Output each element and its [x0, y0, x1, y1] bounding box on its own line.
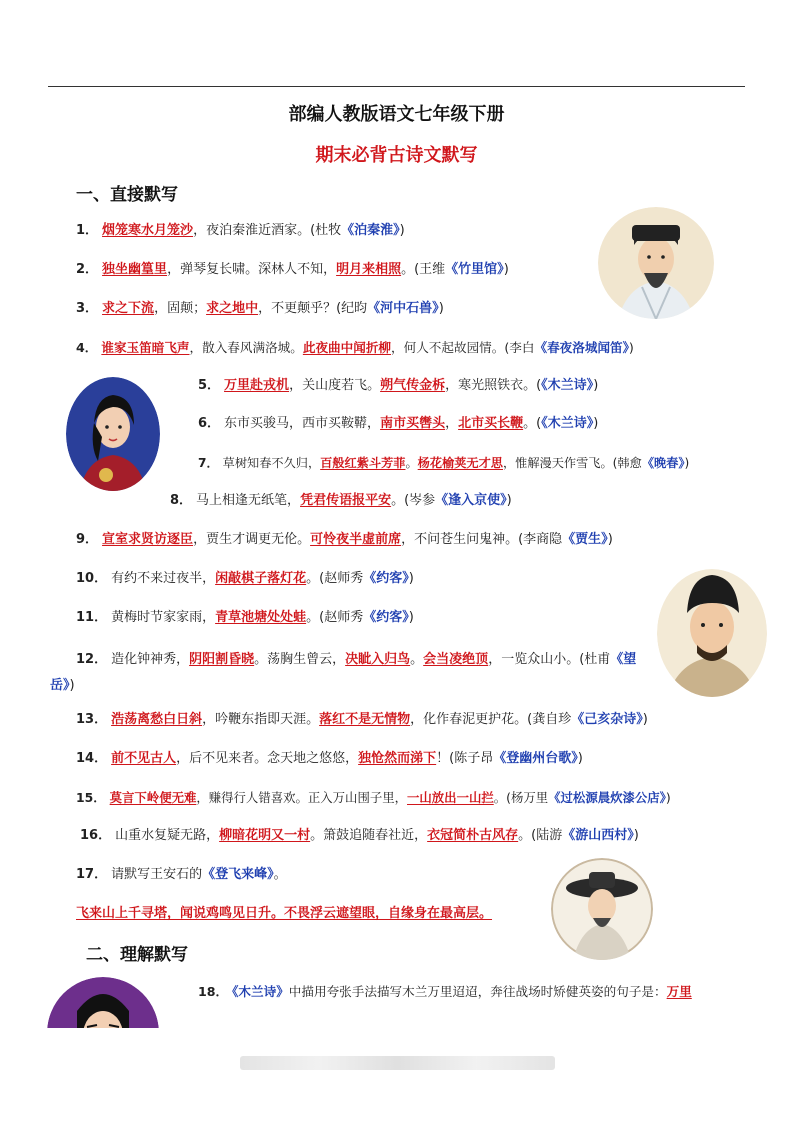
item-14: 14． 前不见古人，后不见来者。念天地之悠悠，独怆然而涕下！(陈子昂《登幽州台歌》): [76, 751, 583, 766]
source-title: 《泊秦淮》: [341, 223, 400, 238]
answer: 独坐幽篁里: [102, 262, 168, 277]
source-title: 《游山西村》: [562, 828, 634, 843]
item-16: 16． 山重水复疑无路，柳暗花明又一村。箫鼓追随春社近，衣冠简朴古风存。(陆游《游山西村》): [80, 828, 639, 843]
source-title: 《木兰诗》: [232, 984, 289, 999]
answer: 此夜曲中闻折柳: [302, 340, 392, 355]
blurred-footer: [240, 1056, 555, 1070]
item-12: 12． 造化钟神秀，阴阳割昏晓。荡胸生曾云，决眦入归鸟。会当凌绝顶，一览众山小。(杜甫《望岳》): [50, 652, 637, 693]
answer: 凭君传语报平安: [300, 493, 392, 508]
answer: 青草池塘处处蛙: [215, 610, 307, 625]
answer: 烟笼寒水月笼沙: [102, 223, 194, 238]
answer: 南市买辔头: [380, 416, 446, 431]
item-17-answer: [76, 904, 492, 924]
answer: 宣室求贤访逐臣: [102, 532, 194, 547]
answer: 求之地中: [206, 301, 259, 316]
section-direct-recitation: 一、直接默写: [76, 185, 178, 205]
item-15: 15． 莫言下岭便无难，赚得行人错喜欢。正入万山围子里，一山放出一山拦。(杨万里《过松源晨炊漆公店》): [76, 790, 671, 805]
item-8: 8． 马上相逢无纸笔，凭君传语报平安。(岑参《逢入京使》): [170, 493, 512, 508]
answer: 前不见古人: [111, 751, 177, 766]
source-title: 《木兰诗》: [541, 416, 594, 431]
answer: 求之下流: [102, 301, 155, 316]
item-5: 5． 万里赴戎机，关山度若飞。朔气传金柝，寒光照铁衣。(《木兰诗》): [198, 378, 599, 393]
source-title: 《贾生》: [562, 532, 608, 547]
answer: 落红不是无情物: [319, 712, 411, 727]
item-18: 18． 《木兰诗》中描用夸张手法描写木兰万里迢迢，奔往战场时矫健英姿的句子是：万里: [198, 984, 692, 999]
mulan-portrait-2-icon: [47, 977, 159, 1089]
answer: 衣冠简朴古风存: [427, 828, 519, 843]
item-17: 17． 请默写王安石的《登飞来峰》。: [76, 867, 287, 882]
item-13: 13． 浩荡离愁白日斜，吟鞭东指即天涯。落红不是无情物，化作春泥更护花。(龚自珍《己亥杂诗》): [76, 712, 648, 727]
answer: 万里: [666, 984, 692, 999]
top-rule: [48, 86, 745, 87]
du-mu-portrait-icon: [598, 207, 714, 319]
item-9: 9． 宣室求贤访逐臣，贾生才调更无伦。可怜夜半虚前席，不问苍生问鬼神。(李商隐《贾生》): [76, 532, 613, 547]
source-title: 《木兰诗》: [541, 378, 594, 393]
answer: 百般红紫斗芳菲: [320, 456, 406, 470]
source-title: 《河中石兽》: [367, 301, 439, 316]
answer: 莫言下岭便无难: [109, 790, 197, 805]
source-title: 《过松源晨炊漆公店》: [548, 790, 666, 805]
scholar-portrait-icon: [657, 569, 767, 697]
answer: 独怆然而涕下: [358, 751, 437, 766]
source-title: 《晚春》: [641, 456, 685, 470]
mulan-portrait-icon: [66, 377, 160, 491]
source-title: 《竹里馆》: [445, 262, 504, 277]
source-title: 《约客》: [363, 610, 409, 625]
answer: 闲敲棋子落灯花: [215, 571, 307, 586]
answer: 可怜夜半虚前席: [310, 532, 402, 547]
answer: 北市买长鞭: [458, 416, 524, 431]
item-10: 10． 有约不来过夜半，闲敲棋子落灯花。(赵师秀《约客》): [76, 571, 414, 586]
answer: 谁家玉笛暗飞声: [101, 340, 190, 355]
answer: 万里赴戎机: [224, 378, 290, 393]
answer: 一山放出一山拦: [407, 790, 494, 805]
item-1: 1． 烟笼寒水月笼沙，夜泊秦淮近酒家。(杜牧《泊秦淮》): [76, 223, 405, 238]
answer: 决眦入归鸟: [345, 652, 411, 667]
item-2: 2． 独坐幽篁里，弹琴复长啸。深林人不知，明月来相照。(王维《竹里馆》): [76, 262, 509, 277]
item-7: 7． 草树知春不久归，百般红紫斗芳菲。杨花榆荚无才思，惟解漫天作雪飞。(韩愈《晚春》): [198, 456, 690, 470]
section-comprehension-recitation: 二、理解默写: [86, 945, 188, 965]
page-subtitle: 期末必背古诗文默写: [315, 145, 478, 166]
answer: 明月来相照: [336, 262, 402, 277]
item-4: 4． 谁家玉笛暗飞声，散入春风满洛城。此夜曲中闻折柳，何人不起故园情。(李白《春夜洛城闻笛》): [76, 340, 634, 355]
item-6: 6． 东市买骏马，西市买鞍鞯，南市买辔头，北市买长鞭。(《木兰诗》): [198, 416, 599, 431]
source-title: 《己亥杂诗》: [571, 712, 643, 727]
source-title: 《约客》: [363, 571, 409, 586]
answer: 浩荡离愁白日斜: [111, 712, 203, 727]
page-title: 部编人教版语文七年级下册: [288, 104, 505, 125]
answer: 杨花榆荚无才思: [417, 456, 503, 470]
source-title: 《逢入京使》: [435, 493, 507, 508]
answer: 朔气传金柝: [380, 378, 446, 393]
source-title: 《望岳》: [50, 652, 637, 693]
source-title: 《登飞来峰》: [202, 867, 274, 882]
source-title: 《登幽州台歌》: [493, 751, 578, 766]
answer: 会当凌绝顶: [423, 652, 489, 667]
wang-anshi-portrait-icon: [551, 858, 653, 960]
item-3: 3． 求之下流，固颠；求之地中，不更颠乎？(纪昀《河中石兽》): [76, 301, 444, 316]
answer: 柳暗花明又一村: [219, 828, 311, 843]
item-11: 11． 黄梅时节家家雨，青草池塘处处蛙。(赵师秀《约客》): [76, 610, 414, 625]
answer: 阴阳割昏晓: [189, 652, 255, 667]
answer: 飞来山上千寻塔，闻说鸡鸣见日升。不畏浮云遮望眼，自缘身在最高层。: [76, 906, 493, 921]
source-title: 《春夜洛城闻笛》: [534, 340, 629, 355]
